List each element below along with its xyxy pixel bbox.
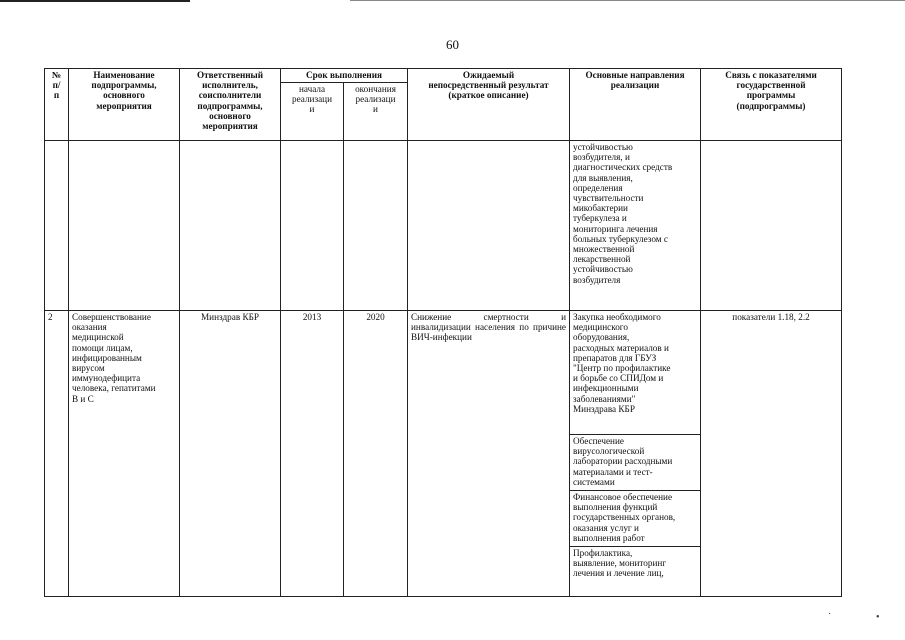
- cell-empty: [701, 141, 842, 311]
- cell-empty: [408, 141, 570, 311]
- direction-item: Закупка необходимого медицинского оборудования, расходных материалов и препаратов для ГБУЗ "Центр по профилактике и борьбе со СПИДом и инфекционными заболеваниями" Минздрава КБР: [570, 311, 700, 435]
- scan-speck: ˙: [828, 612, 832, 623]
- cell-link: показатели 1.18, 2.2: [701, 311, 842, 597]
- cell-name: Совершенствование оказания медицинской помощи лицам, инфицированным вирусом иммунодефицита человека, гепатитами В и С: [69, 311, 180, 597]
- header-start: начала реализаци и: [281, 83, 344, 141]
- cell-empty: [69, 141, 180, 311]
- direction-item: Профилактика, выявление, мониторинг лечения и лечение лиц,: [573, 548, 667, 579]
- cell-empty: [344, 141, 408, 311]
- cell-num: 2: [45, 311, 69, 597]
- scan-speck: •: [876, 612, 880, 623]
- table-row-continuation: [45, 141, 842, 311]
- direction-item: Обеспечение вирусологической лаборатории расходными материалами и тест- системами: [570, 435, 700, 491]
- header-period: Срок выполнения: [281, 69, 408, 83]
- top-edge-line: [0, 0, 190, 2]
- header-responsible: Ответственный исполнитель, соисполнители подпрограммы, основного мероприятия: [180, 69, 281, 141]
- table-row: [45, 311, 842, 597]
- header-directions: Основные направления реализации: [570, 69, 701, 141]
- cell-start: 2013: [281, 311, 344, 597]
- cell-end: 2020: [344, 311, 408, 597]
- direction-item: Финансовое обеспечение выполнения функций государственных органов, оказания услуг и выполнения работ: [570, 491, 700, 547]
- header-num: № п/ п: [45, 69, 69, 141]
- cell-directions: [570, 311, 701, 597]
- header-end: окончания реализаци и: [344, 83, 408, 141]
- cell-directions-continuation: устойчивостью возбудителя, и диагностических средств для выявления, определения чувствительности микобактерии туберкулеза и мониторинга лечения больных туберкулезом с множественной лекарственной устойчивостью возбудителя: [570, 141, 701, 311]
- cell-empty: [45, 141, 69, 311]
- cell-result: Снижение смертности и инвалидизации населения по причине ВИЧ-инфекции: [408, 311, 570, 597]
- header-name: Наименование подпрограммы, основного мероприятия: [69, 69, 180, 141]
- page-number: 60: [446, 37, 459, 52]
- header-result: Ожидаемый непосредственный результат (краткое описание): [408, 69, 570, 141]
- program-table: [44, 68, 842, 597]
- top-edge-line-thin: [350, 0, 905, 1]
- cell-empty: [281, 141, 344, 311]
- cell-empty: [180, 141, 281, 311]
- cell-responsible: Минздрав КБР: [180, 311, 281, 597]
- header-link: Связь с показателями государственной программы (подпрограммы): [701, 69, 842, 141]
